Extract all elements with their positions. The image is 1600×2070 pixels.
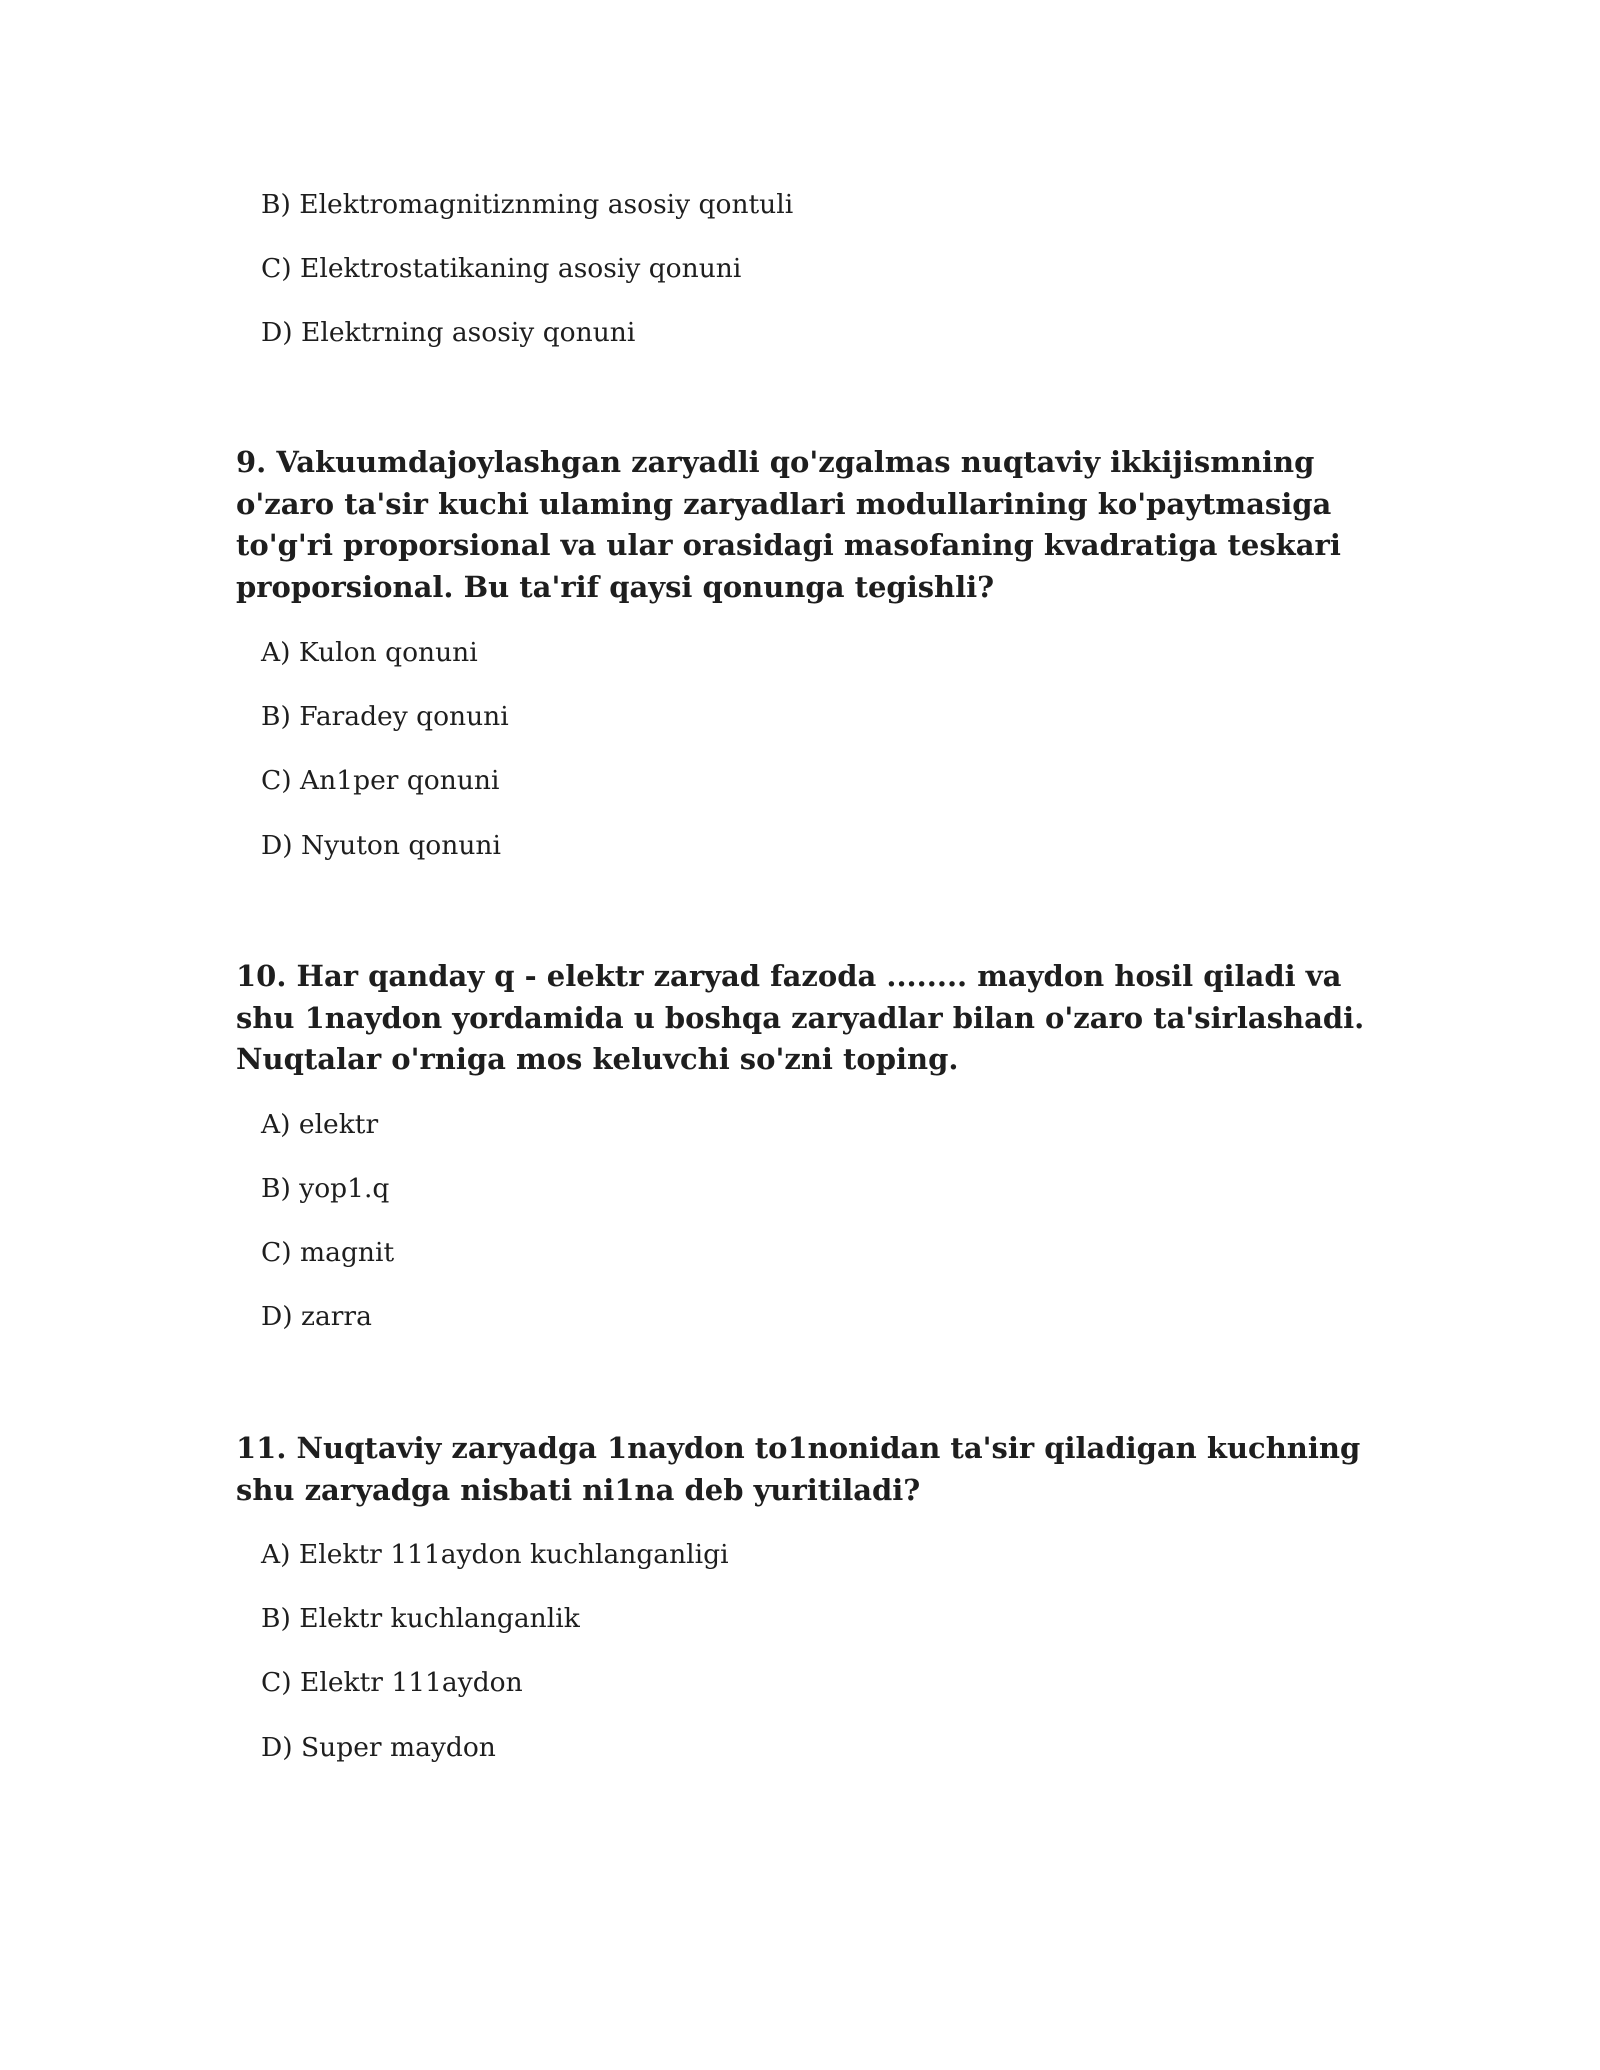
option-9b: B) Faradey qonuni — [261, 701, 509, 732]
option-9c: C) An1per qonuni — [261, 765, 500, 796]
option-9a: A) Kulon qonuni — [261, 637, 478, 668]
option-10b: B) yop1.q — [261, 1173, 390, 1204]
option-10a: A) elektr — [261, 1109, 379, 1140]
option-9d: D) Nyuton qonuni — [261, 830, 501, 861]
option-10d: D) zarra — [261, 1301, 372, 1332]
option-11b: B) Elektr kuchlanganlik — [261, 1603, 580, 1634]
option-8d: D) Elektrning asosiy qonuni — [261, 317, 636, 348]
option-10c: C) magnit — [261, 1237, 395, 1268]
option-11d: D) Super maydon — [261, 1732, 496, 1763]
option-8c: C) Elektrostatikaning asosiy qonuni — [261, 253, 742, 284]
question-11: 11. Nuqtaviy zaryadga 1naydon to1nonidan ta'sir qiladigan kuchning shu zaryadga nisbati ni1na deb yuritiladi? — [236, 1431, 1361, 1507]
option-11c: C) Elektr 111aydon — [261, 1667, 523, 1698]
option-8b: B) Elektromagnitiznming asosiy qontuli — [261, 189, 794, 220]
option-11a: A) Elektr 111aydon kuchlanganligi — [261, 1539, 729, 1570]
question-10: 10. Har qanday q - elektr zaryad fazoda ........ maydon hosil qiladi va shu 1naydon yordamida u boshqa zaryadlar bilan o'zaro ta'sirlashadi. Nuqtalar o'rniga mos keluvchi so'zni toping. — [236, 959, 1365, 1076]
question-9: 9. Vakuumdajoylashgan zaryadli qo'zgalmas nuqtaviy ikkijismning o'zaro ta'sir kuchi ulaming zaryadlari modullarining ko'paytmasiga to'g'ri proporsional va ular orasidagi masofaning kvadratiga teskari proporsional. Bu ta'rif qaysi qonunga tegishli? — [236, 445, 1341, 604]
